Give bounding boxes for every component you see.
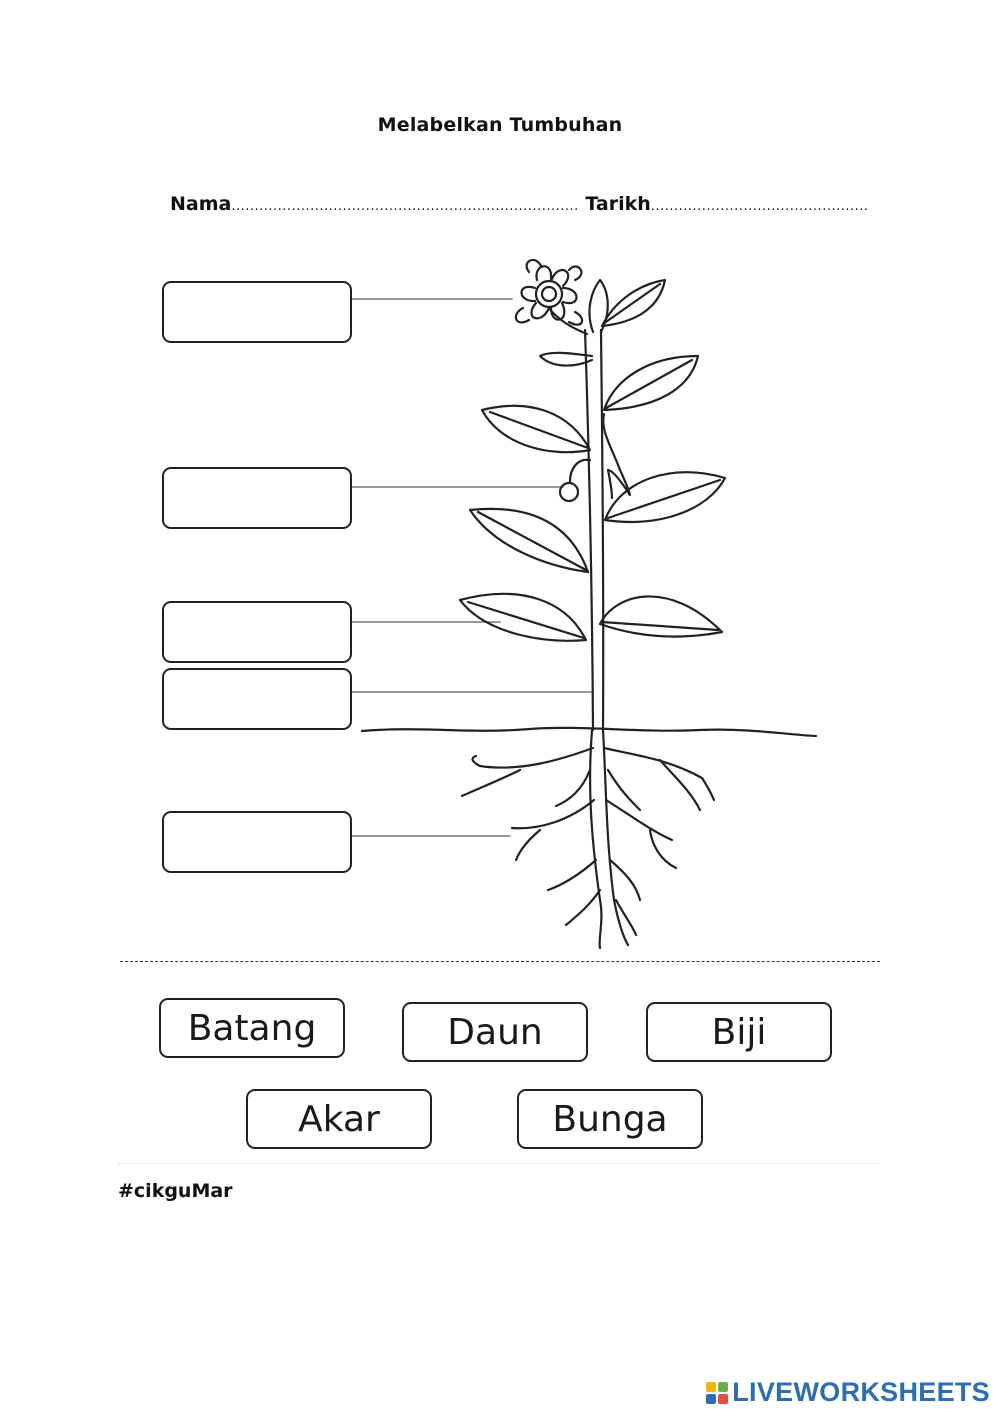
flower: [516, 260, 587, 334]
word-card-daun[interactable]: Daun: [402, 1002, 588, 1062]
liveworksheets-logo-icon: [706, 1382, 728, 1404]
stem: [585, 330, 603, 730]
liveworksheets-brand[interactable]: [706, 1377, 990, 1408]
leaf-upper-right: [604, 356, 698, 410]
answer-box-seed[interactable]: [162, 467, 352, 529]
word-card-akar[interactable]: Akar: [246, 1089, 432, 1149]
ground-line: [362, 728, 816, 736]
flower-bud: [589, 280, 607, 332]
leaf-mid-left: [482, 406, 590, 452]
leaf-bottom-right: [600, 596, 722, 636]
leader-lines: [350, 299, 593, 836]
author-hashtag: #cikguMar: [118, 1180, 233, 1202]
answer-box-flower[interactable]: [162, 281, 352, 343]
answer-box-stem[interactable]: [162, 668, 352, 730]
dashed-divider: [120, 961, 880, 962]
word-card-bunga[interactable]: Bunga: [517, 1089, 703, 1149]
name-label: Nama: [170, 193, 232, 215]
worksheet-title: Melabelkan Tumbuhan: [377, 114, 623, 136]
date-label: Tarikh: [585, 193, 651, 215]
leaf-mid-right: [605, 472, 725, 522]
name-field[interactable]: ...........................................................................: [231, 199, 579, 214]
leaf-top-right: [602, 280, 665, 326]
leaf-small-left: [540, 353, 592, 366]
leaf-lower-left: [470, 509, 588, 572]
hanging-bud: [603, 414, 630, 498]
roots: [462, 730, 714, 948]
answer-box-root[interactable]: [162, 811, 352, 873]
word-card-biji[interactable]: Biji: [646, 1002, 832, 1062]
brand-name: LIVEWORKSHEETS: [732, 1377, 990, 1407]
date-field[interactable]: ...............................................: [650, 199, 869, 214]
faint-separator: [118, 1163, 880, 1164]
answer-box-leaf[interactable]: [162, 601, 352, 663]
seed-pod: [560, 483, 578, 501]
seed-stalk: [570, 460, 590, 482]
word-card-batang[interactable]: Batang: [159, 998, 345, 1058]
leaf-bottom-left: [460, 594, 586, 641]
